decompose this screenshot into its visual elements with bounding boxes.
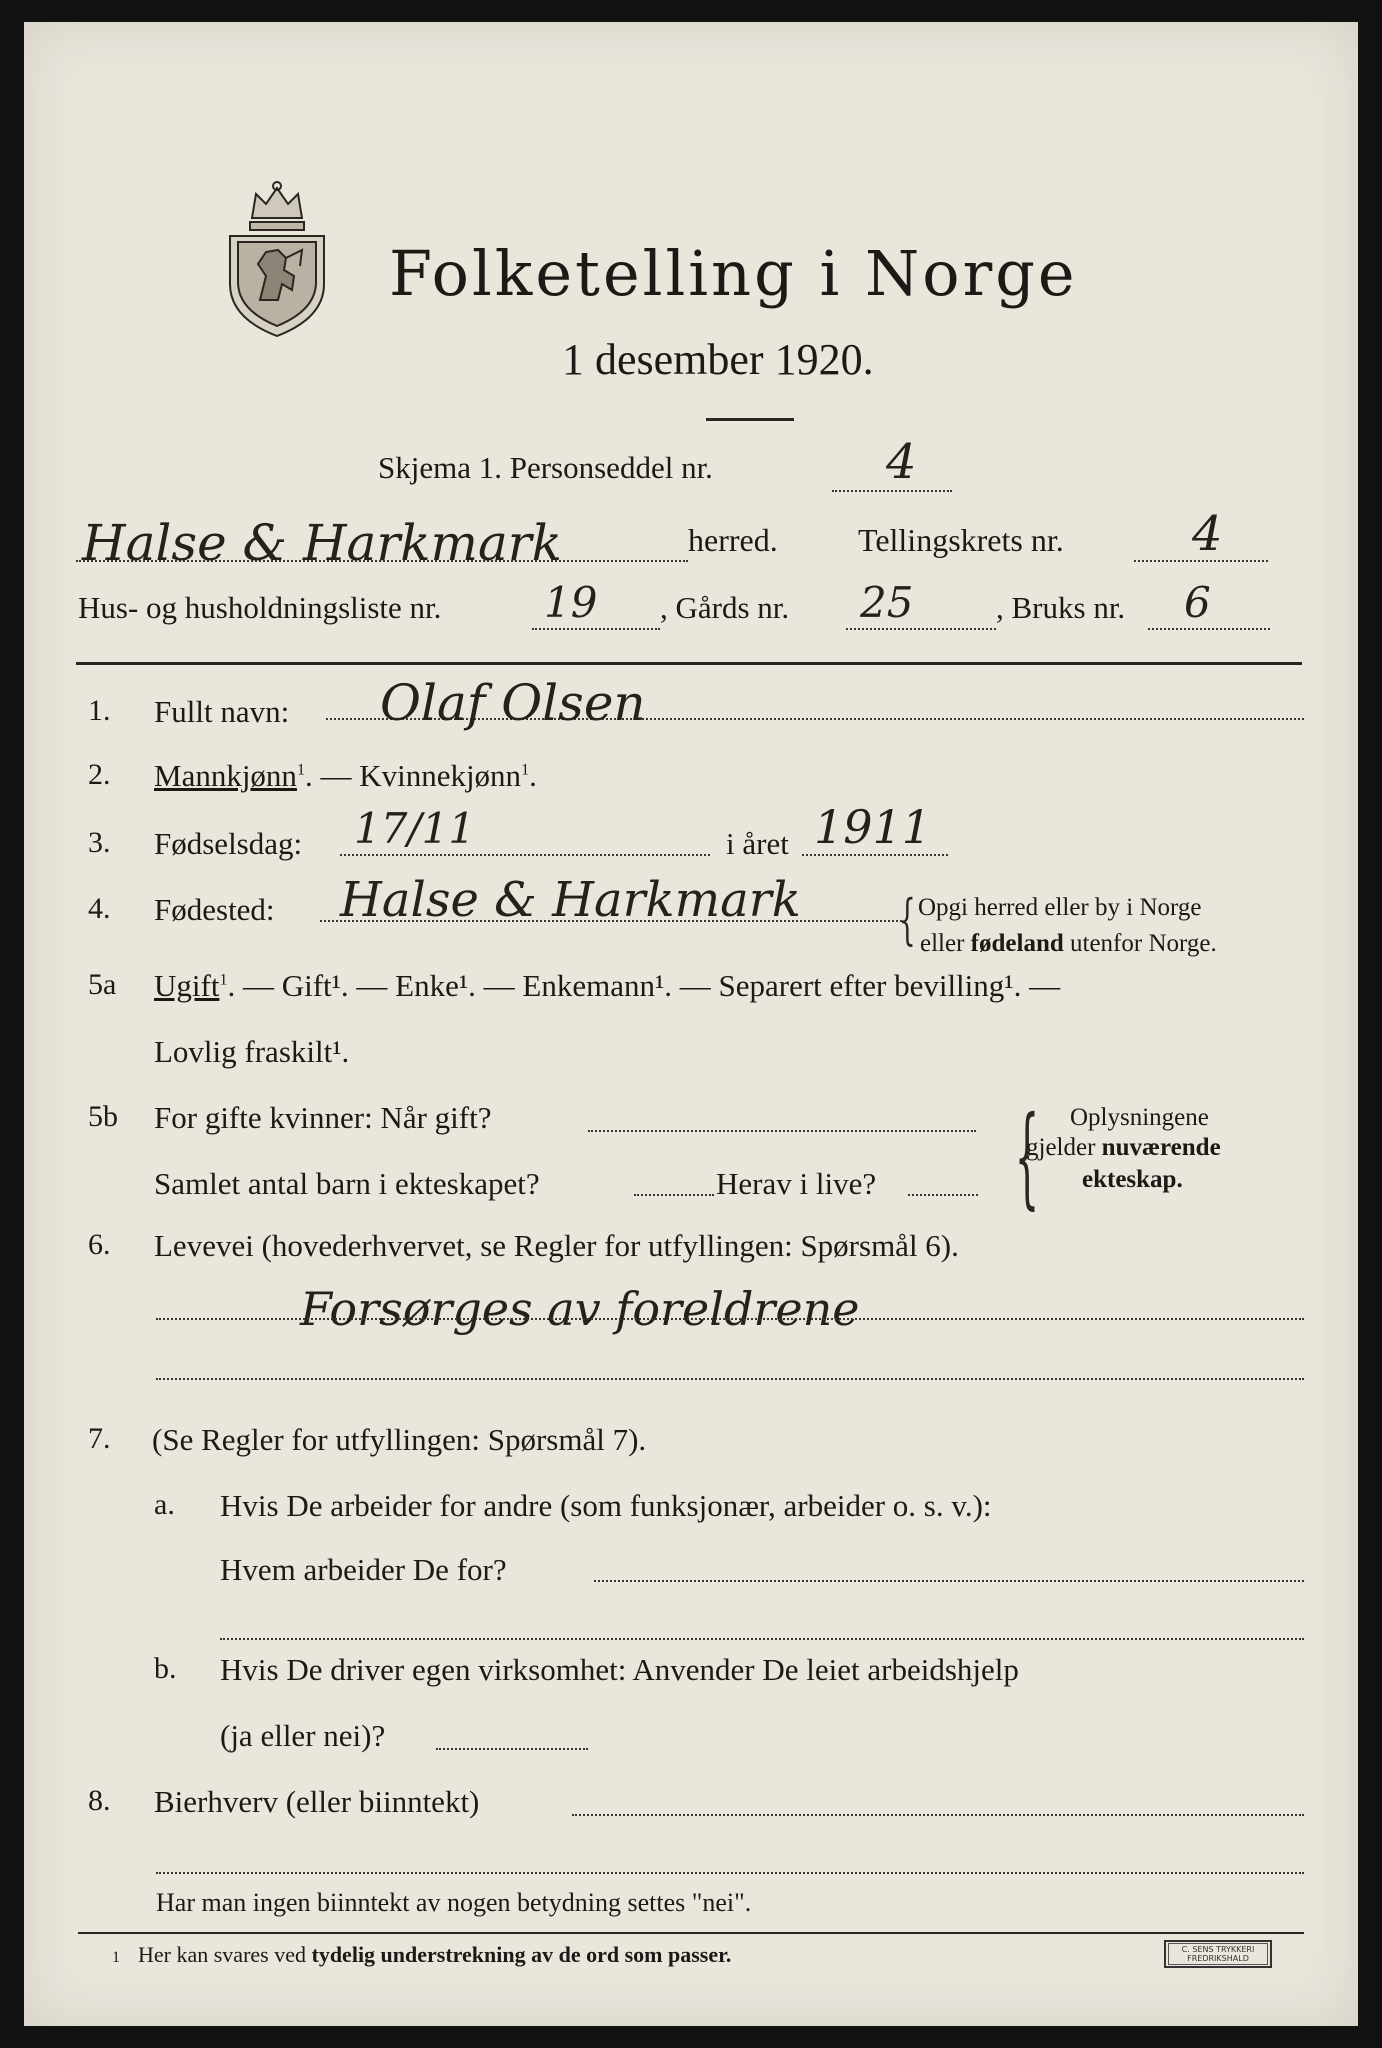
q5b-note2: gjelder nuværende [1026,1134,1221,1161]
q7b-line2: (ja eller nei)? [220,1718,386,1753]
employer-field[interactable] [594,1580,1304,1582]
q5b-line1: For gifte kvinner: Når gift? [154,1100,492,1135]
form-title: Folketelling i Norge [389,237,1078,310]
q1-label: Fullt navn: [154,694,290,729]
bruks-label: , Bruks nr. [996,590,1126,625]
occupation-field[interactable] [156,1318,1304,1320]
q5a-line2[interactable]: Lovlig fraskilt¹. [154,1034,350,1069]
q7-label: (Se Regler for utfyllingen: Spørsmål 7). [152,1422,647,1457]
q5b-note3: ekteskap. [1082,1166,1183,1193]
q4-note-line2: eller fødeland utenfor Norge. [920,930,1217,957]
census-form [24,22,1358,2026]
q7-number: 7. [88,1422,111,1455]
q2-options: Mannkjønn$^1$. — Kvinnekjønn$^1$. [154,758,537,793]
option-unmarried[interactable]: Ugift [154,968,220,1003]
employer-field-line2[interactable] [220,1638,1304,1640]
nei-note: Har man ingen biinntekt av nogen betydning settes "nei". [156,1888,752,1917]
header-rule [76,662,1302,665]
when-married-field[interactable] [588,1130,976,1132]
q8-number: 8. [88,1784,111,1817]
occupation-value: Forsørges av foreldrene [300,1282,860,1336]
q4-number: 4. [88,892,111,925]
printer-stamp: C. SENS TRYKKERI FREDRIKSHALD [1164,1940,1272,1968]
q3-number: 3. [88,826,111,859]
krets-value: 4 [1192,506,1223,562]
q7b-letter: b. [154,1652,177,1685]
q7a-line2: Hvem arbeider De for? [220,1552,507,1587]
q4-label: Fødested: [154,892,275,927]
birthyear-value: 1911 [814,800,932,854]
gards-field[interactable] [846,628,996,630]
gards-label: , Gårds nr. [660,590,790,625]
census-date: 1 desember 1920. [562,335,874,384]
footnote: 1 Her kan svares ved tydelig understrekning av de ord som passer. [112,1942,732,1967]
birthdate-value: 17/11 [354,804,476,853]
q5a-options: Ugift$^1$. — Gift¹. — Enke¹. — Enkemann¹. — Separert efter bevilling¹. — [154,968,1061,1003]
full-name-value: Olaf Olsen [380,674,646,732]
q1-number: 1. [88,694,111,727]
occupation-field-line2[interactable] [156,1378,1304,1380]
footnote-rule [78,1932,1304,1934]
q4-brace: { [898,888,916,951]
q6-label: Levevei (hovederhvervet, se Regler for utfyllingen: Spørsmål 6). [154,1228,959,1263]
q7a-line1: Hvis De arbeider for andre (som funksjonær, arbeider o. s. v.): [220,1488,992,1523]
liste-label: Hus- og husholdningsliste nr. [78,590,442,625]
q7b-line1: Hvis De driver egen virksomhet: Anvender De leiet arbeidshjelp [220,1652,1019,1687]
q5b-number: 5b [88,1100,118,1133]
q5a-number: 5a [88,968,117,1001]
q3-label: Fødselsdag: [154,826,303,861]
title-divider [706,418,794,421]
q8-label: Bierhverv (eller biinntekt) [154,1784,480,1819]
side-income-field-line2[interactable] [156,1872,1304,1874]
q5b-brace: { [1014,1092,1040,1220]
liste-value: 19 [544,578,598,627]
herred-field[interactable] [76,560,688,562]
schema-label: Skjema 1. Personseddel nr. [378,450,713,485]
herred-value: Halse & Harkmark [82,514,562,572]
children-label: Samlet antal barn i ekteskapet? [154,1166,540,1201]
q7a-letter: a. [154,1488,175,1521]
liste-field[interactable] [532,628,660,630]
q4-note-line1: Opgi herred eller by i Norge [918,894,1202,921]
birthyear-field[interactable] [802,854,948,856]
option-male[interactable]: Mannkjønn [154,758,297,793]
year-label: i året [726,826,789,861]
q5b-note1: Oplysningene [1070,1104,1209,1131]
children-field[interactable] [634,1194,714,1196]
bruks-field[interactable] [1148,628,1270,630]
alive-field[interactable] [908,1194,978,1196]
bruks-value: 6 [1184,578,1211,627]
alive-label: Herav i live? [716,1166,877,1201]
side-income-field[interactable] [572,1814,1304,1816]
krets-label: Tellingskrets nr. [858,522,1064,558]
birthdate-field[interactable] [340,854,710,856]
coat-of-arms-icon [222,180,332,338]
schema-number-value: 4 [886,434,917,490]
q6-number: 6. [88,1228,111,1261]
schema-number-field[interactable] [832,490,952,492]
birthplace-value: Halse & Harkmark [340,872,801,928]
option-female[interactable]: Kvinnekjønn [359,758,522,793]
hired-help-field[interactable] [436,1748,588,1750]
herred-label: herred. [688,522,778,558]
q2-number: 2. [88,758,111,791]
gards-value: 25 [860,578,914,627]
